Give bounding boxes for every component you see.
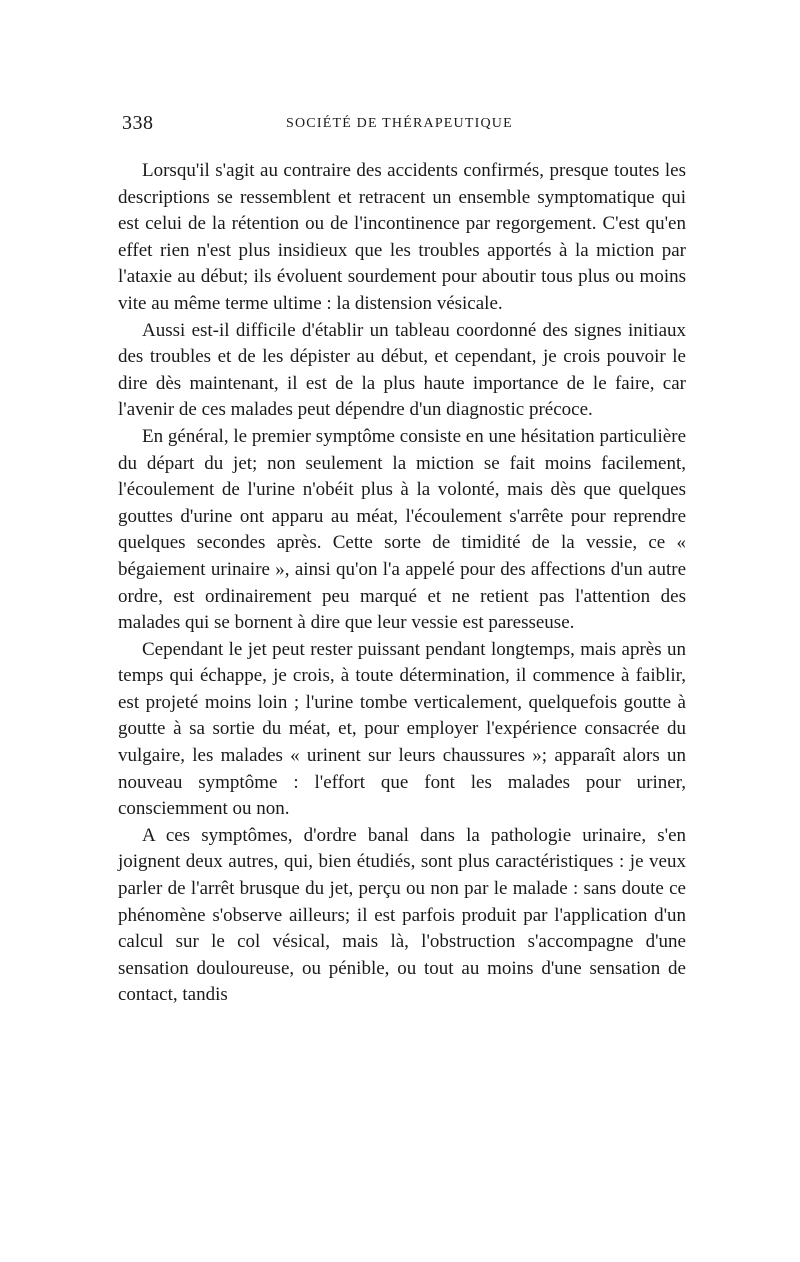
paragraph: Cependant le jet peut rester puissant pendant longtemps, mais après un temps qui échappe, je crois, à toute détermination, il commence à faiblir, est projeté moins loin ; l'urine tombe verticalement, quelquefois goutte à goutte à sa sortie du méat, et, pour employer l'expérience consacrée du vulgaire, les malades « urinent sur leurs chaussures »; apparaît alors un nouveau symptôme : l'effort que font les malades pour uriner, consciemment ou non. xyxy=(118,638,686,820)
body-text xyxy=(118,158,686,1009)
paragraph: A ces symptômes, d'ordre banal dans la pathologie urinaire, s'en joignent deux autres, qui, bien étudiés, sont plus caractéristiques : je veux parler de l'arrêt brusque du jet, perçu ou non par le malade : sans doute ce phénomène s'observe ailleurs; il est parfois produit par l'application d'un calcul sur le col vésical, mais là, l'obstruction s'accompagne d'une sensation douloureuse, ou pénible, ou tout au moins d'une sensation de contact, tandis xyxy=(118,824,686,1006)
running-head: SOCIÉTÉ DE THÉRAPEUTIQUE xyxy=(286,116,513,131)
paragraph: Aussi est-il difficile d'établir un tableau coordonné des signes initiaux des troubles et de les dépister au début, et cependant, je crois pouvoir le dire dès maintenant, il est de la plus haute importance de le faire, car l'avenir de ces malades peut dépendre d'un diagnostic précoce. xyxy=(118,319,686,421)
page-header xyxy=(118,112,686,142)
paragraph: Lorsqu'il s'agit au contraire des accidents confirmés, presque toutes les descriptions se ressemblent et retracent un ensemble symptomatique qui est celui de la rétention ou de l'incontinence par regorgement. C'est qu'en effet rien n'est plus insidieux que les troubles apportés à la miction par l'ataxie au début; ils évoluent sourdement pour aboutir tous plus ou moins vite au même terme ultime : la distension vésicale. xyxy=(118,160,686,314)
book-page xyxy=(118,112,686,1009)
page-number: 338 xyxy=(122,112,154,134)
paragraph: En général, le premier symptôme consiste en une hésitation particulière du départ du jet; non seulement la miction se fait moins facilement, l'écoulement de l'urine n'obéit plus à la volonté, mais dès que quelques gouttes d'urine ont apparu au méat, l'écoulement s'arrête pour reprendre quelques secondes après. Cette sorte de timidité de la vessie, ce « bégaiement urinaire », ainsi qu'on l'a appelé pour des affections d'un autre ordre, est ordinairement peu marqué et ne retient pas l'attention des malades qui se bornent à dire que leur vessie est paresseuse. xyxy=(118,425,686,634)
